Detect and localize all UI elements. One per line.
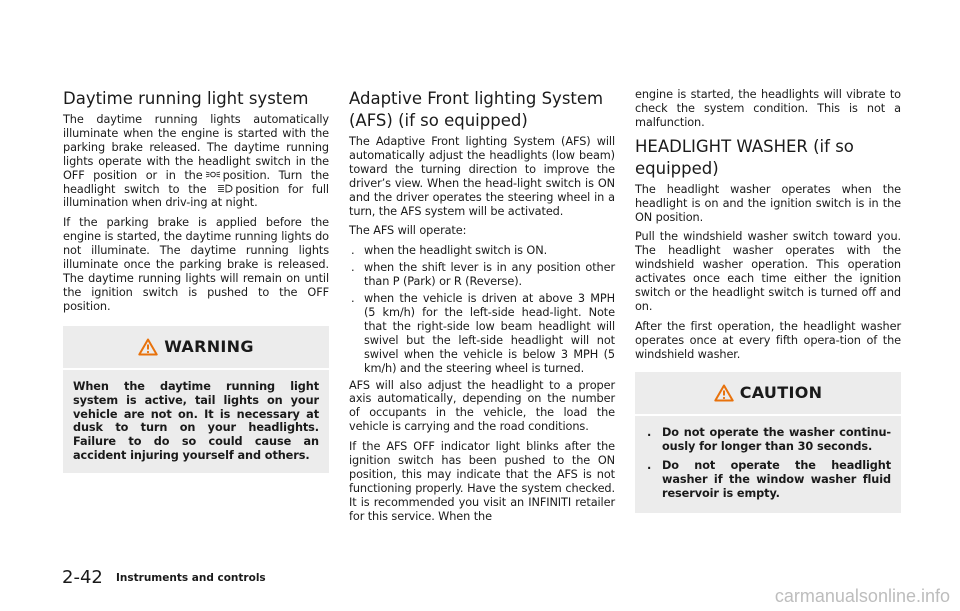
column-1 [63,88,329,473]
column-2 [349,88,615,530]
warning-title: WARNING [164,337,254,357]
warning-body [63,368,329,473]
paragraph: The headlight washer operates when the headlight is on and the ignition switch is in the ON position. [635,182,901,224]
warning-triangle-icon [714,384,734,402]
list-item: . when the vehicle is driven at above 3 MPH (5 km/h) for the left-side head-light. Note that the right-side low beam headlight will swivel but the left-side headlight will not swivel when the vehicle is below 3 MPH (5 km/h) and the steering wheel is turned. [351,292,615,375]
warning-triangle-icon [138,338,158,356]
parking-light-icon [205,170,221,179]
watermark: carmanualsonline.info [774,586,950,606]
paragraph: Pull the windshield washer switch toward you. The headlight washer operates with the windshield washer operation. This operation activates once each time either the ignition switch or the headlight switch is turned off and on. [635,230,901,313]
list-item: . Do not operate the washer continu-ously for longer than 30 seconds. [647,425,891,453]
caution-header [635,372,901,414]
section-heading-daytime: Daytime running light system [63,89,309,108]
warning-text: When the daytime running light system is active, tail lights on your vehicle are not on. It is necessary at dusk to turn on your headlights. Failure to do so could cause an accident injuring yourself and others. [73,379,319,463]
section-heading-afs: Adaptive Front lighting System (AFS) (if so equipped) [349,89,604,130]
section-heading-headlight-washer: HEADLIGHT WASHER (if so equipped) [635,136,854,178]
caution-bullet-list [645,426,891,502]
paragraph: After the first operation, the headlight washer operates once at every fifth opera-tion of the windshield washer. [635,319,901,361]
list-item: . when the shift lever is in any position other than P (Park) or R (Reverse). [351,261,615,289]
page-number: 2-42 [62,567,103,588]
list-item: . when the headlight switch is ON. [351,244,548,258]
headlight-icon [217,184,233,193]
caution-box [635,372,901,514]
afs-bullet-list [349,244,615,375]
column-3 [635,88,901,513]
paragraph: AFS will also adjust the headlight to a proper axis automatically, depending on the number of occupants in the vehicle, the load the vehicle is carrying and the road conditions. [349,378,615,434]
paragraph: If the AFS OFF indicator light blinks after the ignition switch has been pushed to the ON position, this may indicate that the AFS is not functioning properly. Have the system checked. It is recommended you visit an INFINITI retailer for this service. When the [349,440,615,523]
warning-header [63,326,329,368]
paragraph: If the parking brake is applied before the engine is started, the daytime running lights do not illuminate. The daytime running lights illuminate once the parking brake is released. The daytime running lights will remain on until the ignition switch is pushed to the OFF position. [63,216,329,313]
caution-title: CAUTION [739,383,823,403]
list-item: . Do not operate the headlight washer if the window washer fluid reservoir is empty. [647,459,891,501]
warning-box [63,326,329,473]
paragraph: The Adaptive Front lighting System (AFS) will automatically adjust the headlights (low beam) toward the turning direction to improve the driver’s view. When the head-light switch is ON and the driver operates the steering wheel in a turn, the AFS system will be activated. [349,135,615,218]
paragraph: engine is started, the headlights will vibrate to check the system condition. This is not a malfunction. [635,88,901,129]
caution-body [635,414,901,514]
paragraph: The AFS will operate: [349,224,467,238]
paragraph: The daytime running lights automatically illuminate when the engine is started with the parking brake released. The daytime running lights operate with the headlight switch in the OFF position or in the position. Turn the headlight switch to the position for full illumination when driv-ing at night. [63,113,329,210]
section-name: Instruments and controls [116,572,266,584]
